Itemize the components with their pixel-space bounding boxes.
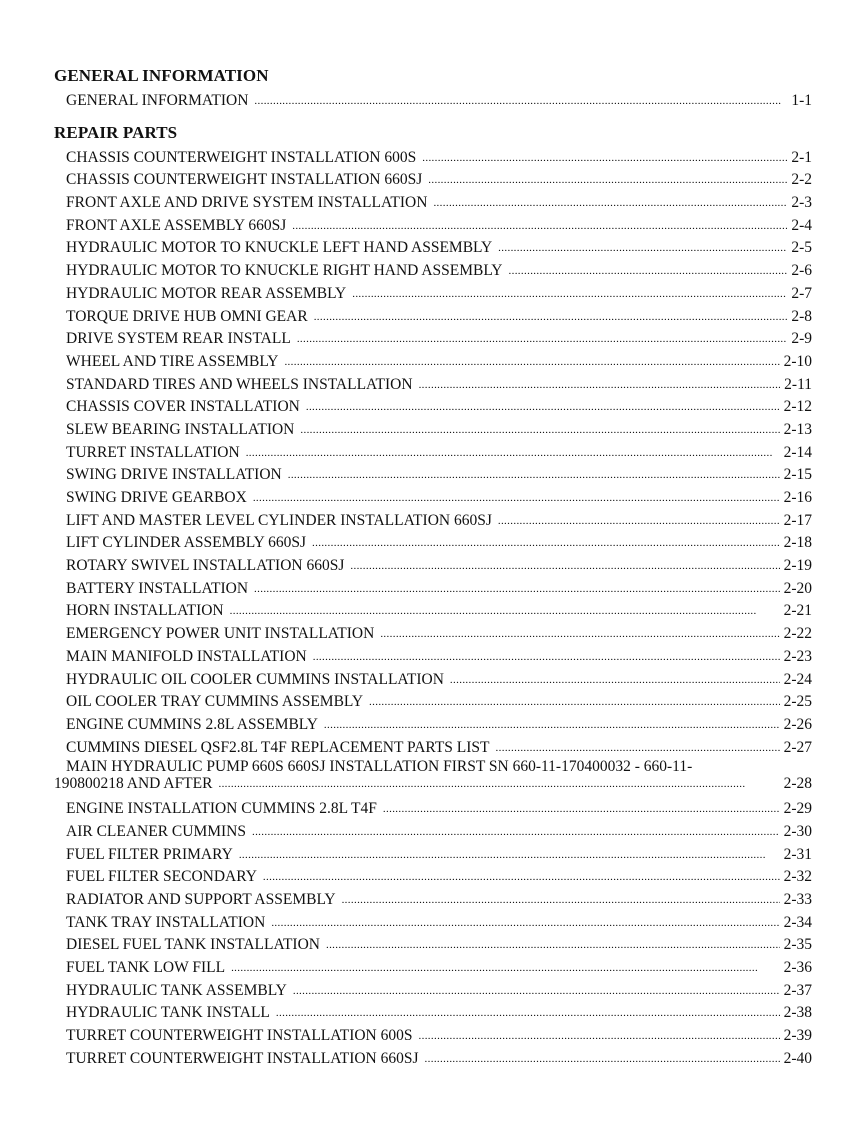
toc-entry-title: SLEW BEARING INSTALLATION <box>66 420 295 438</box>
dot-leader <box>433 194 787 212</box>
dot-leader <box>254 580 780 598</box>
toc-entry[interactable] <box>66 909 812 932</box>
toc-entry[interactable] <box>66 439 812 462</box>
dot-leader <box>450 671 780 689</box>
toc-entry-title: OIL COOLER TRAY CUMMINS ASSEMBLY <box>66 693 364 711</box>
dot-leader <box>509 262 788 280</box>
toc-entry[interactable] <box>66 235 812 258</box>
dot-leader <box>314 308 788 326</box>
toc-entry-page: 2-38 <box>783 1004 812 1022</box>
toc-entry-title: HYDRAULIC MOTOR REAR ASSEMBLY <box>66 284 347 302</box>
toc-entry-title: GENERAL INFORMATION <box>66 91 249 109</box>
toc-entry-title: CHASSIS COUNTERWEIGHT INSTALLATION 600S <box>66 148 417 166</box>
dot-leader <box>324 716 780 734</box>
toc-entry-page: 2-1 <box>791 148 812 166</box>
toc-entry-page: 2-22 <box>783 625 812 643</box>
dot-leader <box>428 171 787 189</box>
toc-entry[interactable] <box>66 841 812 864</box>
dot-leader <box>425 1050 780 1068</box>
toc-entry[interactable] <box>66 462 812 485</box>
toc-entry-page: 2-6 <box>791 262 812 280</box>
toc-entry-page: 2-8 <box>791 307 812 325</box>
toc-entry[interactable] <box>66 144 812 167</box>
toc-entry-title: FRONT AXLE ASSEMBLY 660SJ <box>66 216 287 234</box>
toc-entry[interactable] <box>66 1000 812 1023</box>
toc-entry[interactable] <box>66 666 812 689</box>
toc-entry[interactable] <box>66 257 812 280</box>
section-heading-repair-parts: REPAIR PARTS <box>54 123 178 142</box>
toc-entry-title: DIESEL FUEL TANK INSTALLATION <box>66 936 320 954</box>
toc-entry-title: HORN INSTALLATION <box>66 602 224 620</box>
toc-entry-page: 2-34 <box>783 913 812 931</box>
toc-entry-page: 2-7 <box>791 284 812 302</box>
dot-leader <box>419 1027 780 1045</box>
toc-entry-title: DRIVE SYSTEM REAR INSTALL <box>66 330 291 348</box>
toc-entry-page: 2-16 <box>783 489 812 506</box>
dot-leader <box>313 648 780 666</box>
toc-entry-page: 2-2 <box>791 171 812 189</box>
toc-list-repair-parts <box>54 144 812 1068</box>
toc-entry-page: 2-17 <box>783 511 812 529</box>
toc-entry-title: CUMMINS DIESEL QSF2.8L T4F REPLACEMENT PARTS LIST <box>66 738 490 756</box>
toc-entry[interactable] <box>66 864 812 887</box>
toc-entry-page: 2-20 <box>783 579 812 597</box>
toc-entry[interactable] <box>66 87 812 110</box>
toc-entry[interactable] <box>66 796 812 819</box>
toc-entry-page: 2-13 <box>783 420 812 438</box>
toc-entry-page: 2-5 <box>791 239 812 257</box>
toc-entry-page: 2-9 <box>791 330 812 348</box>
toc-entry-title: AIR CLEANER CUMMINS <box>66 822 246 840</box>
toc-entry-page: 2-26 <box>783 715 812 733</box>
toc-entry-page: 2-40 <box>783 1049 812 1067</box>
dot-leader <box>312 534 780 552</box>
dot-leader <box>284 353 779 371</box>
toc-entry-title: HYDRAULIC TANK INSTALL <box>66 1004 270 1022</box>
toc-entry-page: 2-18 <box>783 534 812 552</box>
toc-entry-title: TURRET COUNTERWEIGHT INSTALLATION 600S <box>66 1027 413 1045</box>
toc-entry-title: RADIATOR AND SUPPORT ASSEMBLY <box>66 891 336 908</box>
toc-entry-page: 2-27 <box>783 738 812 756</box>
toc-entry[interactable] <box>66 507 812 530</box>
toc-entry[interactable] <box>66 348 812 371</box>
toc-entry[interactable] <box>66 280 812 303</box>
toc-entry[interactable] <box>66 598 812 621</box>
toc-entry-title: CHASSIS COVER INSTALLATION <box>66 398 300 416</box>
dot-leader <box>383 800 780 818</box>
toc-entry[interactable] <box>66 818 812 841</box>
dot-leader <box>263 868 780 886</box>
dot-leader <box>306 398 780 416</box>
dot-leader <box>498 239 787 257</box>
toc-entry-title: EMERGENCY POWER UNIT INSTALLATION <box>66 625 375 643</box>
toc-entry-title: HYDRAULIC TANK ASSEMBLY <box>66 981 287 999</box>
toc-entry-title: ROTARY SWIVEL INSTALLATION 660SJ <box>66 557 345 575</box>
dot-leader <box>254 92 787 110</box>
dot-leader <box>369 693 780 711</box>
toc-entry-title: TURRET INSTALLATION <box>66 443 240 461</box>
toc-entry[interactable] <box>66 977 812 1000</box>
toc-entry-page: 2-35 <box>783 936 812 954</box>
toc-entry-page: 2-14 <box>783 443 812 461</box>
toc-entry[interactable] <box>66 167 812 190</box>
dot-leader <box>496 739 780 757</box>
toc-entry-page: 2-25 <box>783 693 812 711</box>
toc-entry-title-continued: 190800218 AND AFTER <box>54 774 213 792</box>
toc-entry[interactable] <box>66 484 812 507</box>
toc-entry[interactable] <box>66 326 812 349</box>
toc-entry-title: HYDRAULIC OIL COOLER CUMMINS INSTALLATION <box>66 670 444 688</box>
toc-entry[interactable] <box>66 643 812 666</box>
toc-entry-title: CHASSIS COUNTERWEIGHT INSTALLATION 660SJ <box>66 171 423 189</box>
dot-leader <box>271 914 779 932</box>
toc-entry[interactable] <box>66 416 812 439</box>
dot-leader <box>342 891 780 909</box>
dot-leader <box>218 775 779 793</box>
toc-entry[interactable] <box>66 212 812 235</box>
toc-entry-page: 2-24 <box>783 670 812 688</box>
dot-leader <box>253 489 780 507</box>
toc-entry-page: 2-32 <box>783 868 812 886</box>
dot-leader <box>380 625 779 643</box>
dot-leader <box>293 982 780 1000</box>
toc-entry-page: 2-21 <box>783 602 812 620</box>
toc-entry-title: STANDARD TIRES AND WHEELS INSTALLATION <box>66 375 413 393</box>
toc-entry-title: FUEL FILTER PRIMARY <box>66 845 233 863</box>
toc-entry-page: 2-37 <box>783 981 812 999</box>
toc-entry-title: HYDRAULIC MOTOR TO KNUCKLE LEFT HAND ASSEMBLY <box>66 239 493 257</box>
toc-entry[interactable] <box>66 1045 812 1068</box>
dot-leader <box>239 846 780 864</box>
toc-entry-title: TORQUE DRIVE HUB OMNI GEAR <box>66 307 308 325</box>
toc-entry[interactable] <box>66 734 812 757</box>
toc-entry[interactable] <box>66 394 812 417</box>
dot-leader <box>288 466 780 484</box>
toc-entry[interactable] <box>66 886 812 909</box>
toc-entry-title: TURRET COUNTERWEIGHT INSTALLATION 660SJ <box>66 1049 419 1067</box>
toc-entry[interactable] <box>66 954 812 977</box>
toc-entry-title: SWING DRIVE GEARBOX <box>66 489 247 506</box>
toc-entry[interactable] <box>66 575 812 598</box>
toc-entry-page: 2-11 <box>784 375 812 393</box>
toc-entry[interactable] <box>66 620 812 643</box>
toc-entry-page: 2-33 <box>783 891 812 908</box>
toc-entry-title: WHEEL AND TIRE ASSEMBLY <box>66 352 279 370</box>
dot-leader <box>419 376 781 394</box>
toc-entry-title: HYDRAULIC MOTOR TO KNUCKLE RIGHT HAND ASSEMBLY <box>66 262 503 280</box>
toc-entry-page: 2-4 <box>791 216 812 234</box>
dot-leader <box>231 959 780 977</box>
toc-entry-title: MAIN MANIFOLD INSTALLATION <box>66 647 307 665</box>
toc-entry-page: 2-39 <box>783 1027 812 1045</box>
toc-entry[interactable] <box>66 530 812 553</box>
toc-entry[interactable] <box>66 552 812 575</box>
toc-entry-page: 1-1 <box>791 91 812 109</box>
toc-entry[interactable] <box>66 1022 812 1045</box>
dot-leader <box>352 285 787 303</box>
toc-entry-title: BATTERY INSTALLATION <box>66 579 249 597</box>
dot-leader <box>276 1004 780 1022</box>
toc-entry-page: 2-12 <box>783 398 812 416</box>
toc-entry-title: FRONT AXLE AND DRIVE SYSTEM INSTALLATION <box>66 194 428 212</box>
toc-entry-title: LIFT CYLINDER ASSEMBLY 660SJ <box>66 534 307 552</box>
toc-entry-page: 2-28 <box>783 774 812 792</box>
dot-leader <box>297 330 788 348</box>
section-heading-general-information: GENERAL INFORMATION <box>54 66 269 85</box>
toc-entry-page: 2-36 <box>783 959 812 977</box>
toc-entry[interactable] <box>54 758 812 793</box>
dot-leader <box>292 217 787 235</box>
toc-entry-title: LIFT AND MASTER LEVEL CYLINDER INSTALLATION 660SJ <box>66 511 492 529</box>
toc-entry[interactable] <box>66 932 812 955</box>
toc-entry-page: 2-10 <box>783 352 812 370</box>
toc-entry[interactable] <box>66 711 812 734</box>
dot-leader <box>300 421 779 439</box>
dot-leader <box>498 512 780 530</box>
dot-leader <box>230 602 780 620</box>
toc-entry-page: 2-30 <box>783 822 812 840</box>
toc-entry-title: FUEL TANK LOW FILL <box>66 959 226 977</box>
toc-list-general-information <box>66 87 812 110</box>
toc-entry-page: 2-31 <box>783 845 812 863</box>
dot-leader <box>326 936 780 954</box>
dot-leader <box>350 557 779 575</box>
dot-leader <box>246 444 780 462</box>
toc-entry[interactable] <box>66 189 812 212</box>
dot-leader <box>422 149 787 167</box>
toc-entry-page: 2-23 <box>783 647 812 665</box>
toc-entry-title: SWING DRIVE INSTALLATION <box>66 466 282 484</box>
toc-entry[interactable] <box>66 371 812 394</box>
toc-entry-page: 2-3 <box>791 194 812 212</box>
toc-entry-title: TANK TRAY INSTALLATION <box>66 913 266 931</box>
toc-entry-title: ENGINE INSTALLATION CUMMINS 2.8L T4F <box>66 800 377 818</box>
toc-entry-title: ENGINE CUMMINS 2.8L ASSEMBLY <box>66 715 318 733</box>
toc-entry[interactable] <box>66 689 812 712</box>
toc-entry[interactable] <box>66 303 812 326</box>
toc-entry-page: 2-19 <box>783 557 812 575</box>
toc-entry-page: 2-29 <box>783 800 812 818</box>
toc-entry-title: MAIN HYDRAULIC PUMP 660S 660SJ INSTALLATION FIRST SN 660-11-170400032 - 660-11- <box>66 757 693 775</box>
dot-leader <box>252 823 780 841</box>
toc-entry-title: FUEL FILTER SECONDARY <box>66 868 257 886</box>
toc-entry-page: 2-15 <box>783 466 812 484</box>
